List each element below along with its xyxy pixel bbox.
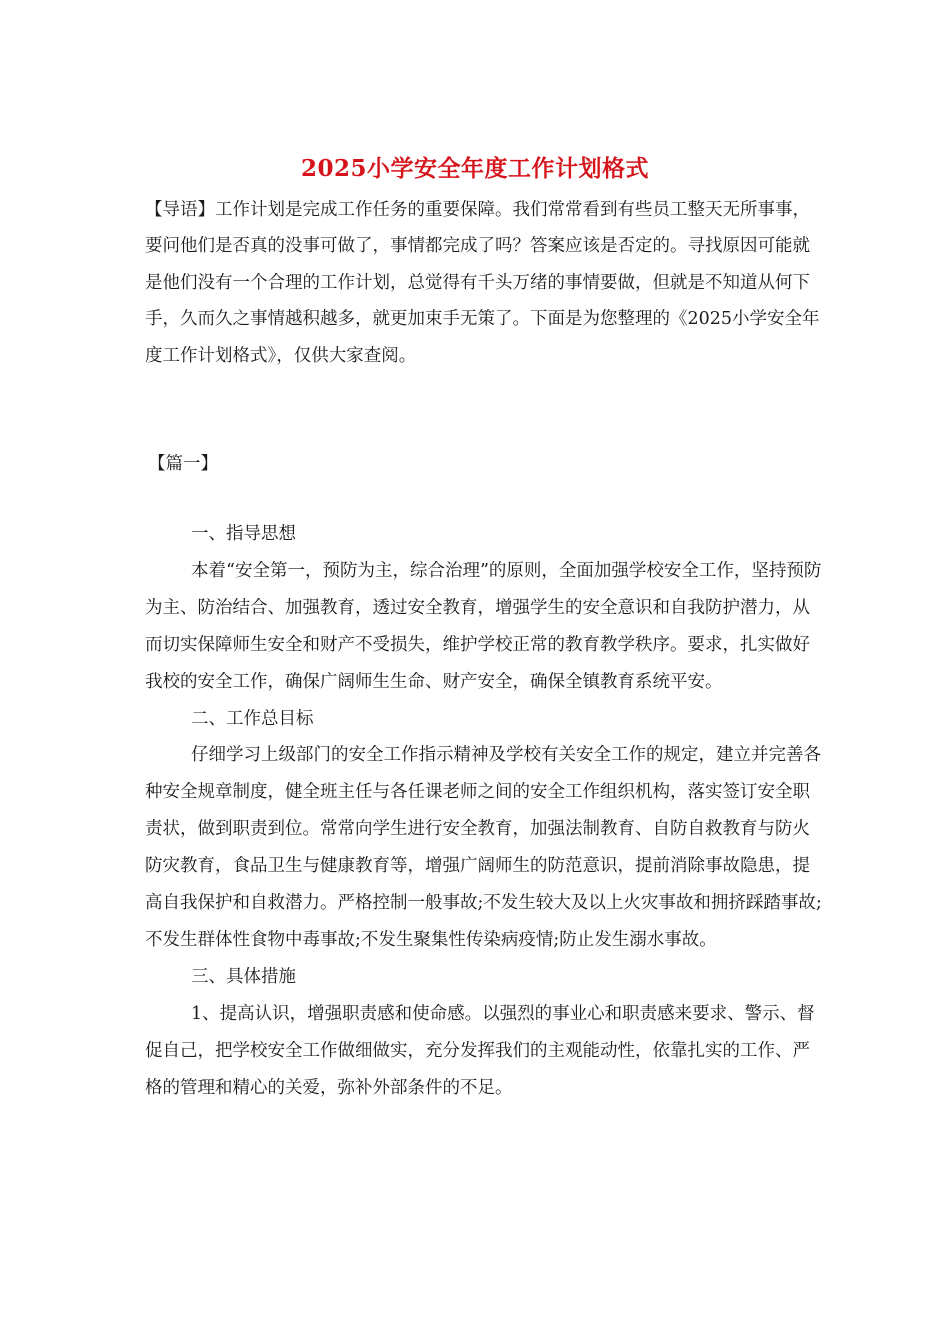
document-title: 2025小学安全年度工作计划格式 [300, 155, 649, 182]
section-label: 【篇一】 [148, 454, 218, 474]
paragraph-guiding-ideology: 本着“安全第一，预防为主，综合治理”的原则，全面加强学校安全工作，坚持预防为主、防治结合、加强教育，透过安全教育，增强学生的安全意识和自我防护潜力，从而切实保障师生安全和财产不受损失，维护学校正常的教育教学秩序。要求，扎实做好我校的安全工作，确保广阔师生生命、财产安全，确保全镇教育系统平安。 [145, 560, 822, 692]
section-heading-overall-goal: 二、工作总目标 [191, 708, 314, 729]
section-heading-measures: 三、具体措施 [191, 966, 296, 987]
intro-paragraph: 【导语】工作计划是完成工作任务的重要保障。我们常常看到有些员工整天无所事事，要问他们是否真的没事可做了，事情都完成了吗？答案应该是否定的。寻找原因可能就是他们没有一个合理的工作计划，总觉得有千头万绪的事情要做，但就是不知道从何下手，久而久之事情越积越多，就更加束手无策了。下面是为您整理的《2025小学安全年度工作计划格式》，仅供大家查阅。 [145, 200, 820, 366]
section-heading-guiding-ideology: 一、指导思想 [191, 524, 296, 544]
paragraph-measures: 1、提高认识，增强职责感和使命感。以强烈的事业心和职责感来要求、警示、督促自己，把学校安全工作做细做实，充分发挥我们的主观能动性，依靠扎实的工作、严格的管理和精心的关爱，弥补外部条件的不足。 [145, 1003, 815, 1098]
body-text [145, 516, 825, 1107]
paragraph-overall-goal: 仔细学习上级部门的安全工作指示精神及学校有关安全工作的规定，建立并完善各种安全规章制度，健全班主任与各任课老师之间的安全工作组织机构，落实签订安全职责状，做到职责到位。常常向学生进行安全教育，加强法制教育、自防自救教育与防火防灾教育，食品卫生与健康教育等，增强广阔师生的防范意识，提前消除事故隐患，提高自我保护和自救潜力。严格控制一般事故;不发生较大及以上火灾事故和拥挤踩踏事故;不发生群体性食物中毒事故;不发生聚集性传染病疫情;防止发生溺水事故。 [145, 745, 822, 950]
